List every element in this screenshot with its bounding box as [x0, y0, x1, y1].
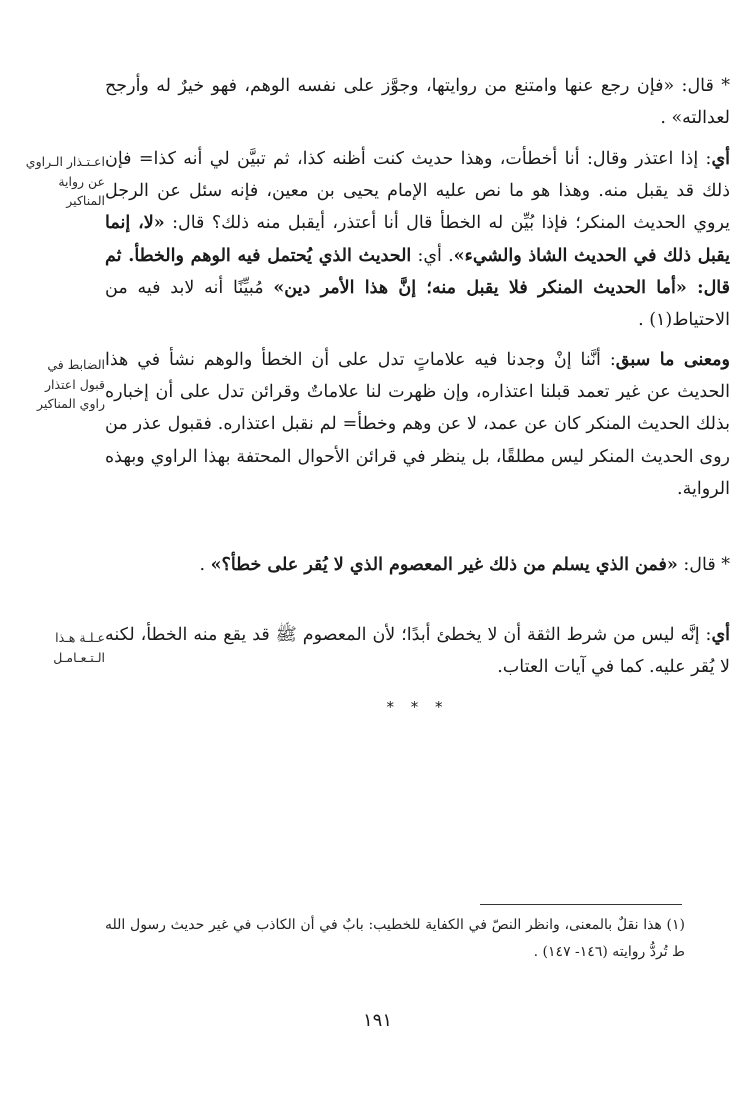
explanation-text-2: : أنَّنا إنْ وجدنا فيه علاماتٍ تدل على أن الخطأ والوهم نشأ في هذا الحديث عن غير تعمد قبلنا اعتذاره، وإن ظهرت لنا علاماتٌ وقرائن تدل على أن إخباره بذلك الحديث المنكر كان عن عمد، لا عن وهم وخطأ= لم نقبل اعتذاره. فقبول عذر من روى الحديث المنكر ليس مطلقًا، بل ينظر في قرائن الأحوال المحتفة بهذا الراوي وبهذه الرواية. [105, 350, 730, 499]
quote-tail: . [199, 555, 211, 575]
quote-text-1: * قال: «فإن رجع عنها وامتنع من روايتها، وجوَّز على نفسه الوهم، فهو خيرٌ له وأرجح لعدالته» . [105, 76, 730, 129]
margin-note-1: اعـتـذار الـراوي عن رواية المناكير [25, 154, 105, 208]
margin-note-3: عـلـة هـذا الـتـعـامـل [53, 630, 105, 665]
lead-word: أي [711, 149, 730, 169]
footnote-divider [480, 904, 682, 905]
section-separator: * * * [386, 698, 449, 716]
quote-bold-3: «فمن الذي يسلم من ذلك غير المعصوم الذي لا يُقر على خطأ؟» [210, 555, 678, 575]
lead-phrase: ومعنى ما سبق [615, 350, 730, 370]
explanation-paragraph-3 [105, 619, 730, 683]
quote-paragraph-1 [105, 70, 730, 134]
explanation-tail: مُبيِّنًا أنه لابد فيه من الاحتياط(١) . [105, 277, 730, 331]
page-number: ١٩١ [362, 1010, 392, 1031]
lead-word-2: أي [711, 625, 730, 645]
explanation-text: : إذا اعتذر وقال: أنا أخطأت، وهذا حديث كنت أظنه كذا، ثم تبيَّن لي أنه كذا= فإن ذلك قد يقبل منه. وهذا هو ما نص عليه الإمام يحيى بن معين، فإنه سئل عن الرجل يروي الحديث المنكر؛ فإذا بُيِّن له الخطأ قال أنا أعتذر، أيقبل منه ذلك؟ قال: [105, 149, 731, 234]
quote-paragraph-2 [105, 549, 730, 581]
quote-prefix: * قال: [677, 555, 730, 575]
explanation-mid: . أي: [411, 245, 454, 266]
explanation-paragraph-1 [105, 143, 730, 336]
explanation-paragraph-2 [105, 344, 730, 505]
footnote [105, 912, 685, 966]
quote-bold-2: الحديث الذي يُحتمل فيه الوهم والخطأ. ثم قال: «أما الحديث المنكر فلا يقبل منه؛ إنَّ هذا الأمر دين» [105, 245, 730, 298]
quote-bold-1: «لا، إنما يقبل ذلك في الحديث الشاذ والشيء» [105, 213, 730, 266]
explanation-text-3: : إنَّه ليس من شرط الثقة أن لا يخطئ أبدًا؛ لأن المعصوم ﷺ قد يقع منه الخطأ، لكنه لا يُقر عليه. كما في آيات العتاب. [105, 625, 730, 678]
margin-note-2: الضابط في قبول اعتذار راوي المناكير [36, 357, 105, 411]
footnote-text: (١) هذا نقلٌ بالمعنى، وانظر النصّ في الكفاية للخطيب: بابٌ في أن الكاذب في غير حديث رسول الله ط تُردُّ روايته (١٤٦- ١٤٧) . [105, 917, 685, 960]
